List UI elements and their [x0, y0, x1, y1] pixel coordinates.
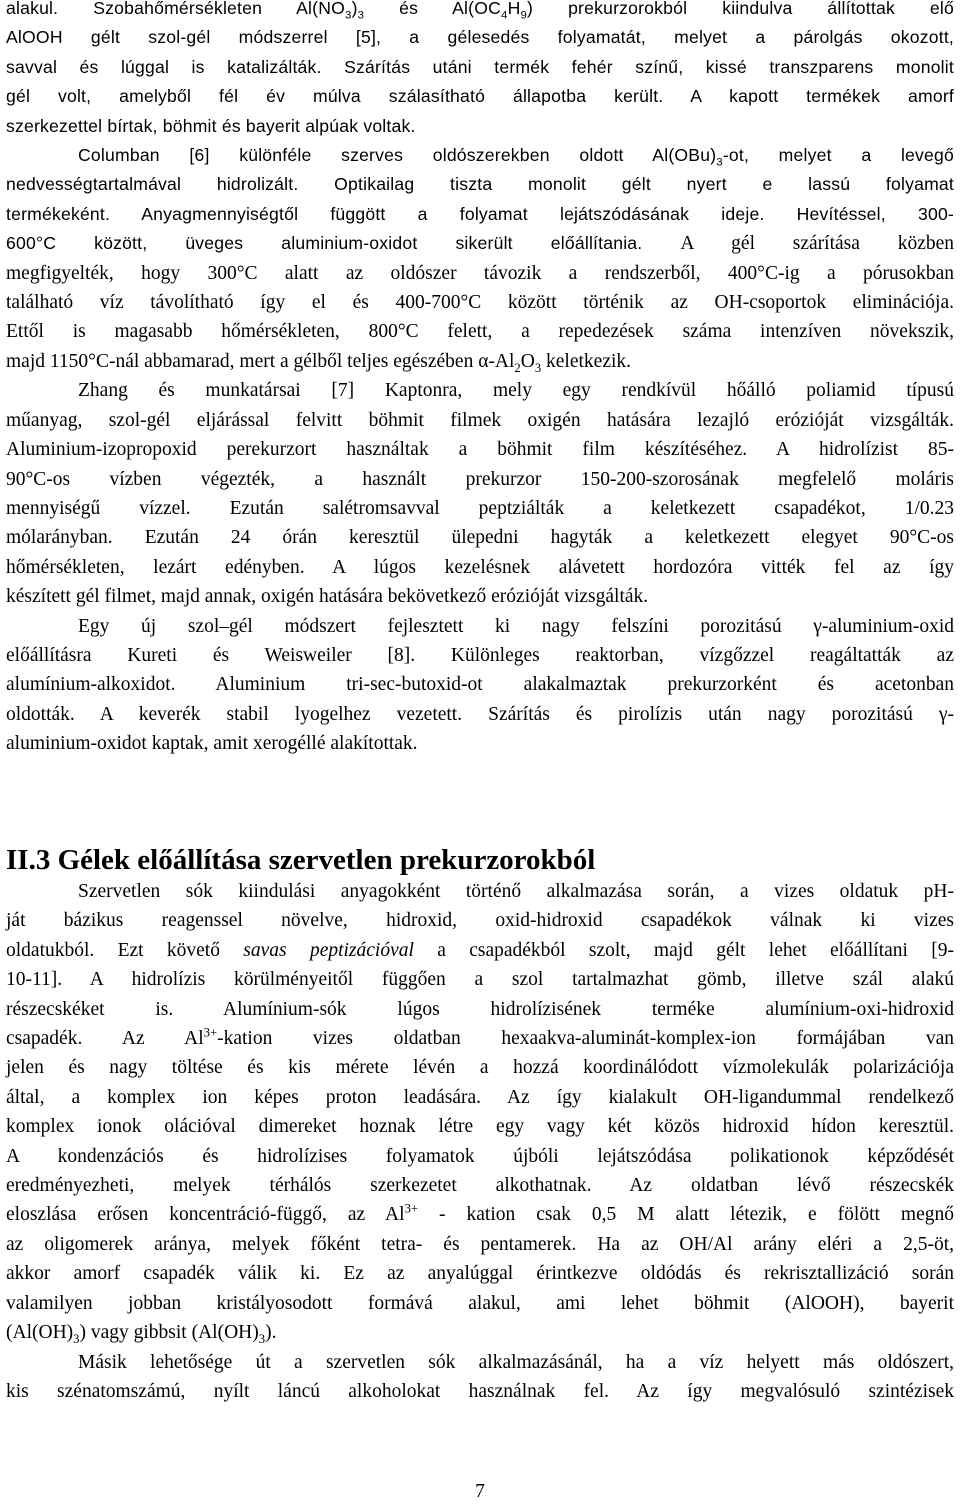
text-run: ját bázikus reagenssel növelve, hidroxid, oxid-hidroxid csapadékok válnak ki vizes	[6, 910, 954, 932]
text-line	[6, 229, 954, 258]
text-run: kis szénatomszámú, nyílt láncú alkoholokat használnak fel. Az így megvalósuló szintézisek	[6, 1380, 954, 1402]
text-run: nedvességtartalmával hidrolizált. Optikailag tiszta monolit gélt nyert e lassú folyamat	[6, 174, 954, 195]
text-line	[6, 465, 954, 494]
text-line	[6, 435, 954, 464]
text-line	[6, 406, 954, 435]
text-run: - kation csak 0,5 M alatt létezik, e fölött megnő	[418, 1204, 954, 1226]
text-run: akkor amorf csapadék válik ki. Ez az anyalúggal érintkezve oldódás és rekrisztallizáció során	[6, 1263, 954, 1285]
text-line	[6, 376, 954, 405]
text-line	[6, 729, 954, 758]
text-run: komplex ionok olációval dimereket hoznak létre egy vagy két közös hidroxid hídon keresztül.	[6, 1116, 954, 1138]
text-run: készített gél filmet, majd annak, oxigén hatására bekövetkező erózióját vizsgálták.	[6, 586, 649, 608]
text-run: alumínium-alkoxidot. Aluminium tri-sec-butoxid-ot alakalmaztak prekurzorként és acetonban	[6, 674, 954, 696]
text-run: oldották. A keverék stabil lyogelhez vezetett. Szárítás és pirolízis után nagy porozitású γ-	[6, 703, 954, 725]
text-line	[6, 1377, 954, 1406]
text-line	[6, 582, 954, 611]
text-line	[6, 1171, 954, 1200]
text-run: O	[520, 350, 535, 372]
page-number: 7	[475, 1481, 485, 1502]
text-line	[6, 995, 954, 1024]
text-run: műanyag, szol-gél eljárással felvitt böhmit filmek oxigén hatására lezajló erózióját vizsgálták.	[6, 409, 954, 431]
subscript: 3	[534, 360, 542, 375]
text-run: -kation vizes oldatban hexaakva-aluminát-komplex-ion formájában van	[217, 1028, 954, 1050]
text-run: mennyiségű vízzel. Ezután salétromsavval peptziálták a keletkezett csapadékot, 1/0.23	[6, 497, 954, 519]
text-run: majd 1150°C-nál abbamarad, mert a gélből teljes egészében α-Al	[6, 350, 515, 372]
text-run: ) prekurzorokból kiindulva állítottak elő	[527, 0, 954, 18]
text-run: 10-11]. A hidrolízis körülményeitől függően a szol tartalmazhat gömb, illetve szál alakú	[6, 969, 954, 991]
text-line	[6, 936, 954, 965]
text-run: )	[351, 0, 358, 18]
text-line	[6, 1230, 954, 1259]
text-run: 600°C között, üveges aluminium-oxidot sikerült előállítania.	[6, 233, 681, 254]
text-run: mólarányban. Ezután 24 órán keresztül ülepedni hagyták a keletkezett elegyet 90°C-os	[6, 527, 954, 549]
text-line	[6, 670, 954, 699]
text-run: ) vagy gibbsit (Al(OH)	[79, 1322, 259, 1344]
text-run: Másik lehetősége út a szervetlen sók alkalmazásánál, ha a víz helyett más oldószert,	[78, 1351, 954, 1373]
text-line	[6, 288, 954, 317]
text-line	[6, 877, 954, 906]
text-run: ).	[265, 1322, 277, 1344]
section-heading: II.3 Gélek előállítása szervetlen prekurzorokból	[6, 844, 596, 876]
text-line	[6, 641, 954, 670]
text-line	[6, 523, 954, 552]
text-run: szerkezettel bírtak, böhmit és bayerit alpúak voltak.	[6, 115, 416, 136]
body-text-section-1	[6, 0, 954, 759]
subscript: 4	[501, 9, 508, 22]
text-line	[6, 1348, 954, 1377]
superscript: 3+	[203, 1025, 218, 1040]
text-run: savval és lúggal is katalizálták. Szárítás utáni termék fehér színű, kissé transzparens monolit	[6, 56, 954, 77]
text-run: részecskéket is. Alumínium-sók lúgos hidrolízisének terméke alumínium-oxi-hidroxid	[6, 998, 954, 1020]
text-run: savas peptizációval	[243, 939, 414, 961]
text-line	[6, 965, 954, 994]
text-line	[6, 906, 954, 935]
subscript: 9	[520, 9, 528, 22]
text-run: Columban [6] különféle szerves oldószerekben oldott Al(OBu)	[78, 145, 717, 166]
text-line	[6, 1142, 954, 1171]
text-run: termékeként. Anyagmennyiségtől függött a folyamat lejátszódásának ideje. Hevítéssel, 300-	[6, 203, 954, 224]
text-line	[6, 23, 954, 52]
text-run: H	[507, 0, 521, 18]
text-run: -ot, melyet a levegő	[722, 145, 954, 166]
text-line	[6, 1053, 954, 1082]
text-run: keletkezik.	[541, 350, 632, 372]
text-run: hőmérsékleten, lezárt edényben. A lúgos kezelésnek alávetett hordozóra vitték fel az így	[6, 556, 954, 578]
text-line	[6, 553, 954, 582]
text-run: Aluminium-izopropoxid perekurzort használtak a böhmit film készítéséhez. A hidrolízist 85-	[6, 439, 954, 461]
text-run: által, a komplex ion képes proton leadására. Az így kialakult OH-ligandummal rendelkező	[6, 1086, 954, 1108]
text-run: előállításra Kureti és Weisweiler [8]. Különleges reaktorban, vízgőzzel reagáltatták az	[6, 644, 954, 666]
subscript: 3	[258, 1331, 266, 1346]
text-line	[6, 1024, 954, 1053]
text-run: jelen és nagy töltése és kis mérete lévén a hozzá koordinálódott vízmolekulák polarizációja	[6, 1057, 954, 1079]
superscript: 3+	[404, 1201, 419, 1216]
body-text-section-2	[6, 877, 954, 1406]
text-line	[6, 1083, 954, 1112]
text-run: oldatukból. Ezt követő	[6, 939, 244, 961]
text-line	[6, 141, 954, 170]
text-line	[6, 494, 954, 523]
text-line	[6, 82, 954, 111]
text-line	[6, 612, 954, 641]
text-run: Egy új szol–gél módszert fejlesztett ki nagy felszíni porozitású γ-aluminium-oxid	[78, 615, 954, 637]
subscript: 3	[345, 9, 352, 22]
text-line	[6, 200, 954, 229]
text-run: aluminium-oxidot kaptak, amit xerogéllé alakítottak.	[6, 733, 418, 755]
text-run: Ettől is magasabb hőmérsékleten, 800°C felett, a repedezések száma intenzíven növekszik,	[6, 321, 954, 343]
text-run: 90°C-os vízben végezték, a használt prekurzor 150-200-szorosának megfelelő moláris	[6, 468, 954, 490]
text-run: található víz távolítható így el és 400-700°C között történik az OH-csoportok eliminációja.	[6, 292, 954, 314]
text-run: Zhang és munkatársai [7] Kaptonra, mely egy rendkívül hőálló poliamid típusú	[78, 380, 954, 402]
text-run: gél volt, amelyből fél év múlva szálasítható állapotba került. A kapott termékek amorf	[6, 86, 954, 107]
subscript: 2	[514, 360, 521, 375]
subscript: 3	[716, 156, 723, 169]
text-run: és Al(OC	[364, 0, 502, 18]
text-run: csapadék. Az Al	[6, 1028, 204, 1050]
text-run: valamilyen jobban kristályosodott formává alakul, ami lehet böhmit (AlOOH), bayerit	[6, 1292, 954, 1314]
text-run: a csapadékból szolt, majd gélt lehet előállítani [9-	[413, 939, 955, 961]
text-run: Szervetlen sók kiindulási anyagokként történő alkalmazása során, a vizes oldatuk pH-	[78, 881, 954, 902]
subscript: 3	[357, 9, 365, 22]
text-line	[6, 1259, 954, 1288]
text-line	[6, 0, 954, 23]
text-line	[6, 1289, 954, 1318]
text-line	[6, 347, 954, 376]
subscript: 3	[73, 1331, 80, 1346]
text-line	[6, 700, 954, 729]
text-line	[6, 1200, 954, 1229]
text-run: alakul. Szobahőmérsékleten Al(NO	[6, 0, 345, 18]
text-line	[6, 112, 954, 141]
text-run: AlOOH gélt szol-gél módszerrel [5], a gélesedés folyamatát, melyet a párolgás okozott,	[6, 27, 954, 48]
text-line	[6, 53, 954, 82]
text-line	[6, 259, 954, 288]
text-line	[6, 1318, 954, 1347]
text-line	[6, 317, 954, 346]
text-run: eloszlása erősen koncentráció-függő, az Al	[6, 1204, 405, 1226]
text-run: (Al(OH)	[6, 1322, 74, 1344]
text-run: az oligomerek aránya, melyek főként tetra- és pentamerek. Ha az OH/Al arány eléri a 2,5-öt,	[6, 1233, 954, 1255]
text-run: A kondenzációs és hidrolízises folyamatok újbóli lejátszódása polikationok képződését	[6, 1145, 954, 1167]
text-line	[6, 170, 954, 199]
text-run: A gél szárítása közben	[680, 233, 955, 255]
text-run: eredményezheti, melyek térhálós szerkezetet alkothatnak. Az oldatban lévő részecskék	[6, 1175, 954, 1197]
text-run: megfigyelték, hogy 300°C alatt az oldószer távozik a rendszerből, 400°C-ig a pórusokban	[6, 262, 954, 284]
text-line	[6, 1112, 954, 1141]
